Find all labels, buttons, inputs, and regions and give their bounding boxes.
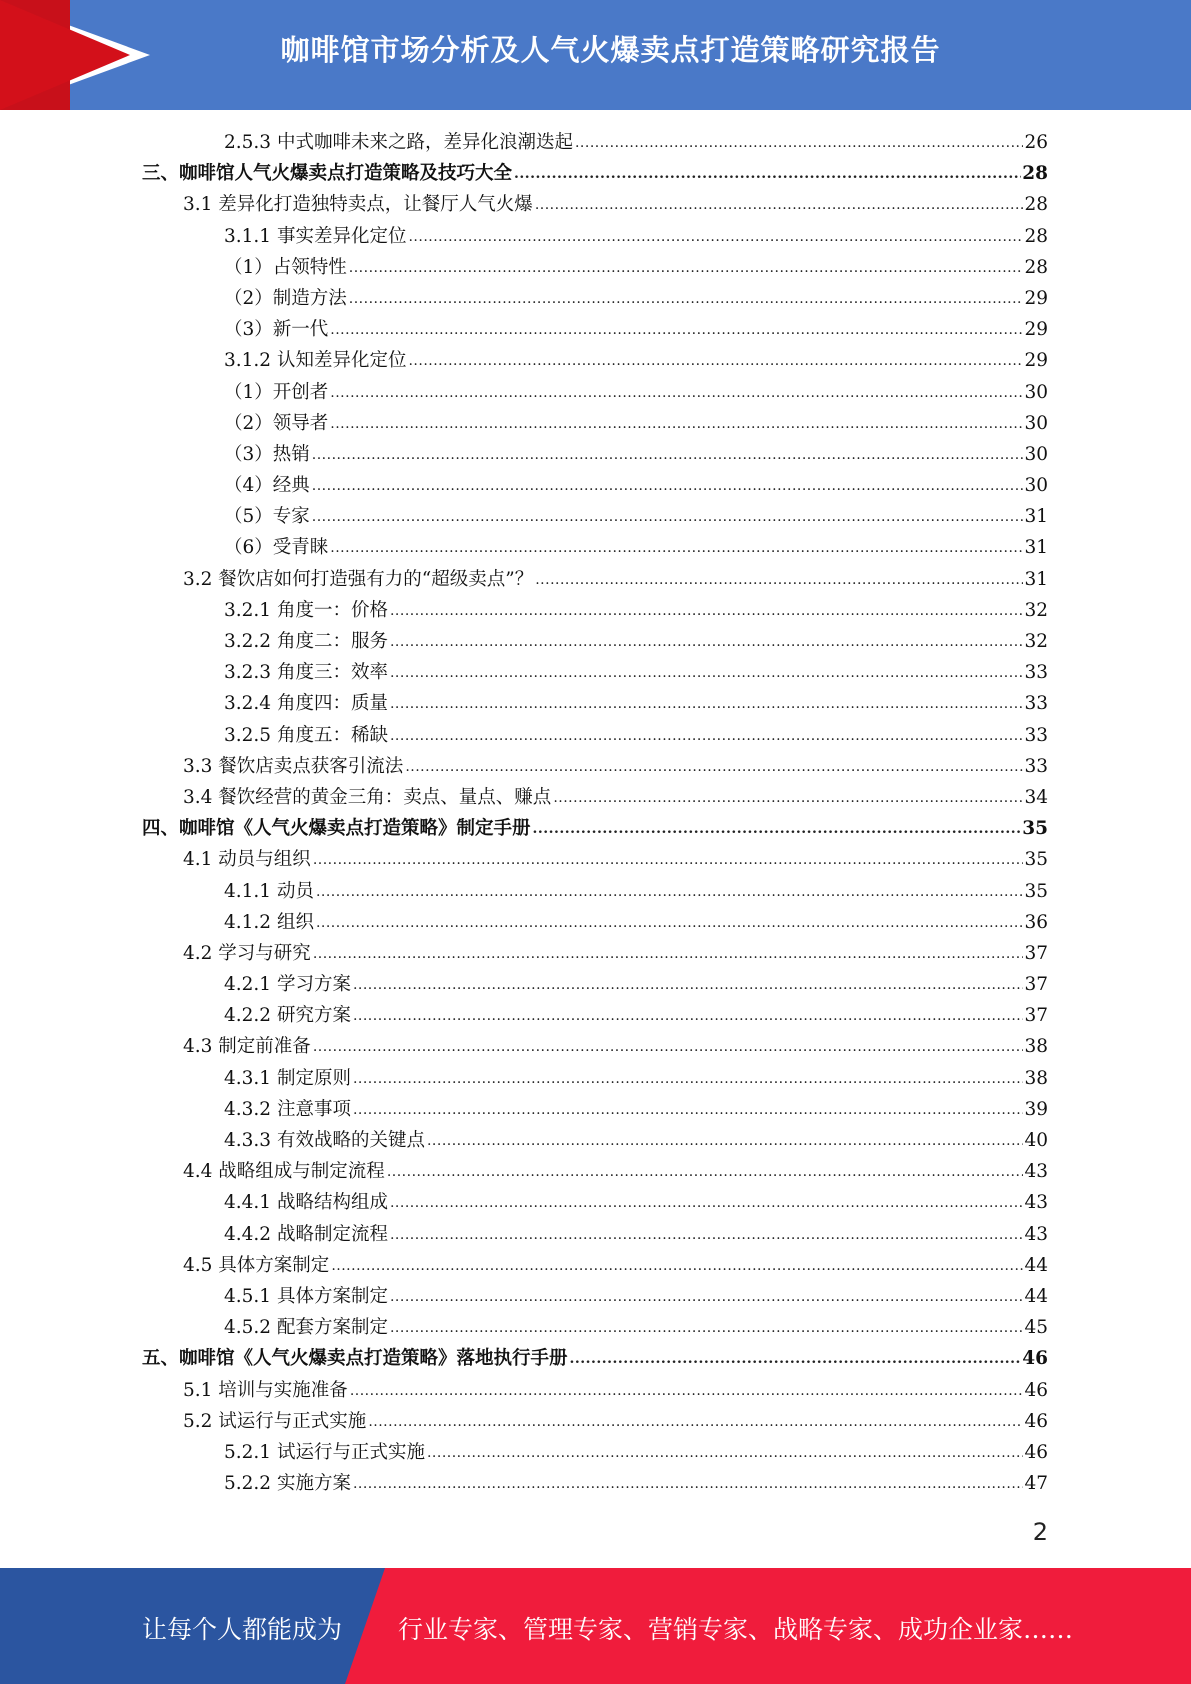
toc-entry-title: 4.1.2 组织: [224, 911, 314, 933]
toc-entry[interactable]: [0, 1125, 1191, 1156]
toc-entry[interactable]: [0, 626, 1191, 657]
toc-entry-title: 4.2.2 研究方案: [224, 1005, 351, 1027]
toc-entry-page: 26: [1024, 132, 1048, 153]
toc-entry-line: [183, 1250, 1048, 1283]
toc-dot-leader: [390, 1282, 1023, 1313]
toc-dot-leader: [330, 378, 1023, 409]
toc-entry-line: [224, 439, 1048, 472]
toc-entry[interactable]: [0, 532, 1191, 563]
toc-entry-line: [224, 1125, 1048, 1158]
toc-entry[interactable]: [0, 252, 1191, 283]
toc-entry-title: 4.3.3 有效战略的关键点: [224, 1130, 425, 1151]
toc-entry-page: 44: [1024, 1285, 1048, 1307]
toc-entry-page: 45: [1024, 1317, 1048, 1339]
toc-dot-leader: [312, 502, 1024, 533]
toc-entry-title: 3.2.5 角度五：稀缺: [224, 724, 388, 746]
toc-entry[interactable]: [0, 969, 1191, 1000]
toc-entry-title: 4.3.1 制定原则: [224, 1067, 351, 1089]
toc-entry-page: 33: [1024, 755, 1048, 777]
toc-entry-line: [183, 938, 1048, 971]
toc-dot-leader: [330, 315, 1023, 346]
toc-entry[interactable]: [0, 439, 1191, 470]
toc-entry-title: 4.1.1 动员: [224, 880, 314, 902]
toc-entry-line: [183, 1406, 1048, 1439]
toc-entry[interactable]: [0, 1219, 1191, 1250]
toc-entry-title: 3.1 差异化打造独特卖点，让餐厅人气火爆: [183, 194, 533, 216]
toc-entry[interactable]: [0, 1000, 1191, 1031]
footer-slogan-left: 让每个人都能成为: [142, 1615, 343, 1644]
footer-blue-wedge: [345, 1568, 385, 1684]
toc-dot-leader: [390, 1188, 1023, 1219]
toc-dot-leader: [390, 1220, 1023, 1251]
toc-dot-leader: [353, 1469, 1024, 1500]
toc-entry-line: [224, 127, 1048, 160]
toc-entry-line: [183, 782, 1048, 815]
toc-entry[interactable]: [0, 283, 1191, 314]
toc-entry-line: [183, 1375, 1048, 1408]
toc-entry[interactable]: [0, 595, 1191, 626]
toc-entry-line: [183, 189, 1048, 222]
toc-entry-title: （3）热销: [224, 443, 310, 465]
toc-entry-title: 4.2 学习与研究: [183, 942, 311, 964]
toc-entry-page: 35: [1022, 818, 1048, 840]
toc-entry[interactable]: [0, 158, 1191, 189]
toc-dot-leader: [312, 471, 1024, 502]
toc-entry-page: 29: [1024, 319, 1048, 341]
toc-entry-line: [183, 1156, 1048, 1189]
toc-entry-page: 31: [1024, 506, 1048, 528]
toc-entry-line: [183, 844, 1048, 877]
toc-dot-leader: [427, 1126, 1023, 1157]
toc-entry-title: 3.2.2 角度二：服务: [224, 631, 388, 652]
toc-entry[interactable]: [0, 314, 1191, 345]
toc-entry-title: 3.1.1 事实差异化定位: [224, 225, 407, 247]
toc-entry-line: [224, 1187, 1048, 1220]
toc-entry-title: （6）受青睐: [224, 537, 329, 559]
toc-entry-page: 28: [1024, 256, 1048, 278]
toc-entry-title: 4.1 动员与组织: [183, 849, 311, 871]
toc-entry[interactable]: [0, 813, 1191, 844]
toc-entry-page: 38: [1024, 1067, 1048, 1089]
toc-entry-line: [224, 688, 1048, 721]
toc-entry-page: 40: [1024, 1130, 1048, 1151]
toc-entry-title: （1）占领特性: [224, 256, 347, 278]
toc-dot-leader: [316, 877, 1024, 908]
toc-entry-title: 3.4 餐饮经营的黄金三角：卖点、量点、赚点: [183, 786, 552, 808]
footer-slogan-right: 行业专家、管理专家、营销专家、战略专家、成功企业家……: [398, 1615, 1074, 1644]
toc-entry[interactable]: [0, 688, 1191, 719]
toc-entry-title: 5.2.1 试运行与正式实施: [224, 1441, 425, 1463]
toc-entry-title: 4.3 制定前准备: [183, 1036, 311, 1058]
toc-entry-line: [224, 377, 1048, 410]
toc-entry[interactable]: [0, 720, 1191, 751]
toc-entry-title: 5.1 培训与实施准备: [183, 1379, 348, 1401]
toc-entry-line: [224, 408, 1048, 441]
toc-entry-line: [224, 720, 1048, 753]
toc-entry-title: 3.2.3 角度三：效率: [224, 662, 388, 684]
toc-entry[interactable]: [0, 1094, 1191, 1125]
toc-entry[interactable]: [0, 657, 1191, 688]
toc-entry-line: [224, 345, 1048, 378]
toc-entry-line: [224, 470, 1048, 503]
toc-entry-page: 46: [1024, 1410, 1048, 1432]
toc-entry-line: [224, 595, 1048, 628]
toc-entry-page: 37: [1024, 1005, 1048, 1027]
toc-entry[interactable]: [0, 1156, 1191, 1187]
toc-entry-page: 30: [1024, 412, 1048, 434]
toc-entry[interactable]: [0, 1187, 1191, 1218]
toc-entry-page: 33: [1024, 724, 1048, 746]
toc-dot-leader: [535, 190, 1024, 221]
toc-dot-leader: [390, 627, 1023, 658]
toc-entry-line: [142, 158, 1048, 191]
toc-entry-line: [224, 1281, 1048, 1314]
toc-entry[interactable]: [0, 470, 1191, 501]
toc-entry-line: [142, 813, 1048, 846]
toc-dot-leader: [405, 752, 1023, 783]
table-of-contents: [0, 127, 1191, 1499]
toc-entry-page: 33: [1024, 662, 1048, 684]
toc-entry-page: 37: [1024, 974, 1048, 996]
toc-dot-leader: [353, 970, 1024, 1001]
toc-dot-leader: [331, 1251, 1023, 1282]
toc-entry-title: 4.5.1 具体方案制定: [224, 1285, 388, 1307]
toc-entry-page: 35: [1024, 880, 1048, 902]
toc-entry-page: 35: [1024, 849, 1048, 871]
page-header: [0, 0, 1191, 110]
toc-dot-leader: [390, 1313, 1023, 1344]
toc-entry-page: 39: [1024, 1098, 1048, 1120]
page-footer: [0, 1568, 1191, 1684]
toc-dot-leader: [313, 845, 1024, 876]
toc-entry-line: [224, 1219, 1048, 1252]
toc-dot-leader: [575, 128, 1023, 159]
toc-entry-line: [224, 907, 1048, 940]
toc-entry-line: [224, 501, 1048, 534]
toc-entry-page: 38: [1024, 1036, 1048, 1058]
toc-entry[interactable]: [0, 1063, 1191, 1094]
toc-entry-page: 46: [1024, 1441, 1048, 1463]
toc-entry[interactable]: [0, 938, 1191, 969]
toc-dot-leader: [330, 409, 1023, 440]
toc-entry-line: [183, 751, 1048, 784]
toc-entry-line: [224, 1094, 1048, 1127]
toc-entry-page: 28: [1024, 225, 1048, 247]
toc-dot-leader: [353, 1064, 1024, 1095]
toc-entry[interactable]: [0, 377, 1191, 408]
toc-entry-line: [224, 1437, 1048, 1470]
toc-entry-page: 32: [1024, 599, 1048, 621]
toc-entry[interactable]: [0, 1281, 1191, 1312]
toc-dot-leader: [316, 908, 1024, 939]
toc-entry[interactable]: [0, 1312, 1191, 1343]
toc-entry[interactable]: [0, 907, 1191, 938]
toc-dot-leader: [390, 596, 1023, 627]
toc-entry-page: 30: [1024, 475, 1048, 497]
toc-entry-title: 3.3 餐饮店卖点获客引流法: [183, 755, 404, 777]
toc-entry[interactable]: [0, 345, 1191, 376]
toc-entry-page: 43: [1024, 1223, 1048, 1245]
toc-entry-title: 3.1.2 认知差异化定位: [224, 350, 407, 372]
toc-dot-leader: [553, 783, 1023, 814]
toc-entry-title: 5.2.2 实施方案: [224, 1473, 351, 1495]
toc-dot-leader: [390, 658, 1023, 689]
toc-entry[interactable]: [0, 1250, 1191, 1281]
toc-entry-page: 36: [1024, 911, 1048, 933]
toc-entry[interactable]: [0, 1031, 1191, 1062]
toc-entry-title: （3）新一代: [224, 319, 329, 341]
toc-entry[interactable]: [0, 501, 1191, 532]
toc-entry-page: 33: [1024, 693, 1048, 715]
toc-entry-page: 43: [1024, 1192, 1048, 1214]
toc-entry-page: 29: [1024, 287, 1048, 309]
toc-dot-leader: [387, 1157, 1024, 1188]
toc-entry[interactable]: [0, 1437, 1191, 1468]
toc-entry-title: 四、咖啡馆《人气火爆卖点打造策略》制定手册: [142, 818, 531, 840]
toc-entry-page: 46: [1024, 1379, 1048, 1401]
toc-dot-leader: [353, 1095, 1024, 1126]
toc-dot-leader: [313, 939, 1024, 970]
toc-entry-title: 3.2.1 角度一：价格: [224, 599, 388, 621]
toc-entry-title: （4）经典: [224, 475, 310, 497]
toc-entry[interactable]: [0, 844, 1191, 875]
toc-entry-page: 34: [1024, 786, 1048, 808]
toc-entry-title: 3.2.4 角度四：质量: [224, 693, 388, 715]
toc-entry-line: [224, 252, 1048, 285]
toc-entry[interactable]: [0, 751, 1191, 782]
toc-dot-leader: [514, 159, 1021, 190]
toc-entry-title: 4.4.1 战略结构组成: [224, 1192, 388, 1214]
toc-entry-line: [224, 314, 1048, 347]
toc-entry-page: 37: [1024, 942, 1048, 964]
toc-dot-leader: [570, 1344, 1022, 1375]
toc-entry[interactable]: [0, 221, 1191, 252]
toc-dot-leader: [408, 346, 1023, 377]
toc-entry-page: 28: [1024, 194, 1048, 216]
toc-entry-line: [224, 1000, 1048, 1033]
toc-entry-title: （1）开创者: [224, 381, 329, 403]
toc-entry[interactable]: [0, 1343, 1191, 1374]
toc-entry-page: 28: [1022, 163, 1048, 185]
toc-entry[interactable]: [0, 127, 1191, 158]
toc-entry-line: [224, 1468, 1048, 1501]
toc-entry-line: [224, 626, 1048, 659]
toc-dot-leader: [330, 533, 1023, 564]
toc-dot-leader: [368, 1407, 1023, 1438]
toc-dot-leader: [349, 253, 1024, 284]
toc-entry-title: 4.5.2 配套方案制定: [224, 1317, 388, 1339]
toc-entry[interactable]: [0, 189, 1191, 220]
toc-entry[interactable]: [0, 876, 1191, 907]
toc-entry-title: 2.5.3 中式咖啡未来之路，差异化浪潮迭起: [224, 132, 573, 153]
toc-entry-page: 29: [1024, 350, 1048, 372]
page-number: 2: [1032, 1518, 1048, 1546]
toc-entry-line: [224, 969, 1048, 1002]
toc-entry-line: [224, 283, 1048, 316]
toc-entry-page: 31: [1024, 537, 1048, 559]
toc-entry-title: 4.5 具体方案制定: [183, 1254, 330, 1276]
toc-entry-page: 30: [1024, 443, 1048, 465]
toc-dot-leader: [427, 1438, 1023, 1469]
toc-dot-leader: [313, 1032, 1024, 1063]
toc-entry-page: 44: [1024, 1254, 1048, 1276]
toc-entry-line: [183, 1031, 1048, 1064]
toc-dot-leader: [408, 222, 1023, 253]
toc-entry-line: [224, 1063, 1048, 1096]
toc-dot-leader: [535, 565, 1023, 596]
toc-dot-leader: [312, 440, 1024, 471]
toc-dot-leader: [349, 284, 1024, 315]
toc-dot-leader: [350, 1376, 1024, 1407]
toc-entry-line: [183, 564, 1048, 597]
toc-entry-title: （5）专家: [224, 506, 310, 528]
toc-entry-title: （2）制造方法: [224, 287, 347, 309]
toc-entry-line: [224, 221, 1048, 254]
toc-entry-title: 3.2 餐饮店如何打造强有力的“超级卖点”？: [183, 568, 534, 590]
toc-dot-leader: [353, 1001, 1024, 1032]
header-red-arrow: [0, 0, 130, 110]
toc-entry-page: 46: [1022, 1348, 1048, 1370]
toc-dot-leader: [390, 689, 1023, 720]
toc-entry[interactable]: [0, 1375, 1191, 1406]
toc-entry-title: 4.4 战略组成与制定流程: [183, 1161, 385, 1183]
toc-entry-title: 三、咖啡馆人气火爆卖点打造策略及技巧大全: [142, 163, 513, 185]
toc-entry-line: [224, 532, 1048, 565]
toc-entry-page: 31: [1024, 568, 1048, 590]
toc-entry-title: 4.4.2 战略制定流程: [224, 1223, 388, 1245]
toc-entry-line: [142, 1343, 1048, 1376]
toc-entry[interactable]: [0, 564, 1191, 595]
toc-entry-page: 32: [1024, 631, 1048, 652]
toc-dot-leader: [533, 814, 1022, 845]
toc-entry-line: [224, 1312, 1048, 1345]
report-title: 咖啡馆市场分析及人气火爆卖点打造策略研究报告: [280, 33, 941, 67]
toc-entry-title: （2）领导者: [224, 412, 329, 434]
toc-entry-title: 五、咖啡馆《人气火爆卖点打造策略》落地执行手册: [142, 1348, 568, 1370]
toc-entry-page: 43: [1024, 1161, 1048, 1183]
toc-entry-title: 5.2 试运行与正式实施: [183, 1410, 367, 1432]
toc-entry-page: 30: [1024, 381, 1048, 403]
toc-entry-line: [224, 876, 1048, 909]
toc-entry-line: [224, 657, 1048, 690]
toc-entry-title: 4.3.2 注意事项: [224, 1098, 351, 1120]
toc-dot-leader: [390, 721, 1023, 752]
toc-entry[interactable]: [0, 1468, 1191, 1499]
toc-entry[interactable]: [0, 1406, 1191, 1437]
toc-entry[interactable]: [0, 408, 1191, 439]
toc-entry-page: 47: [1024, 1473, 1048, 1495]
toc-entry-title: 4.2.1 学习方案: [224, 974, 351, 996]
toc-entry[interactable]: [0, 782, 1191, 813]
